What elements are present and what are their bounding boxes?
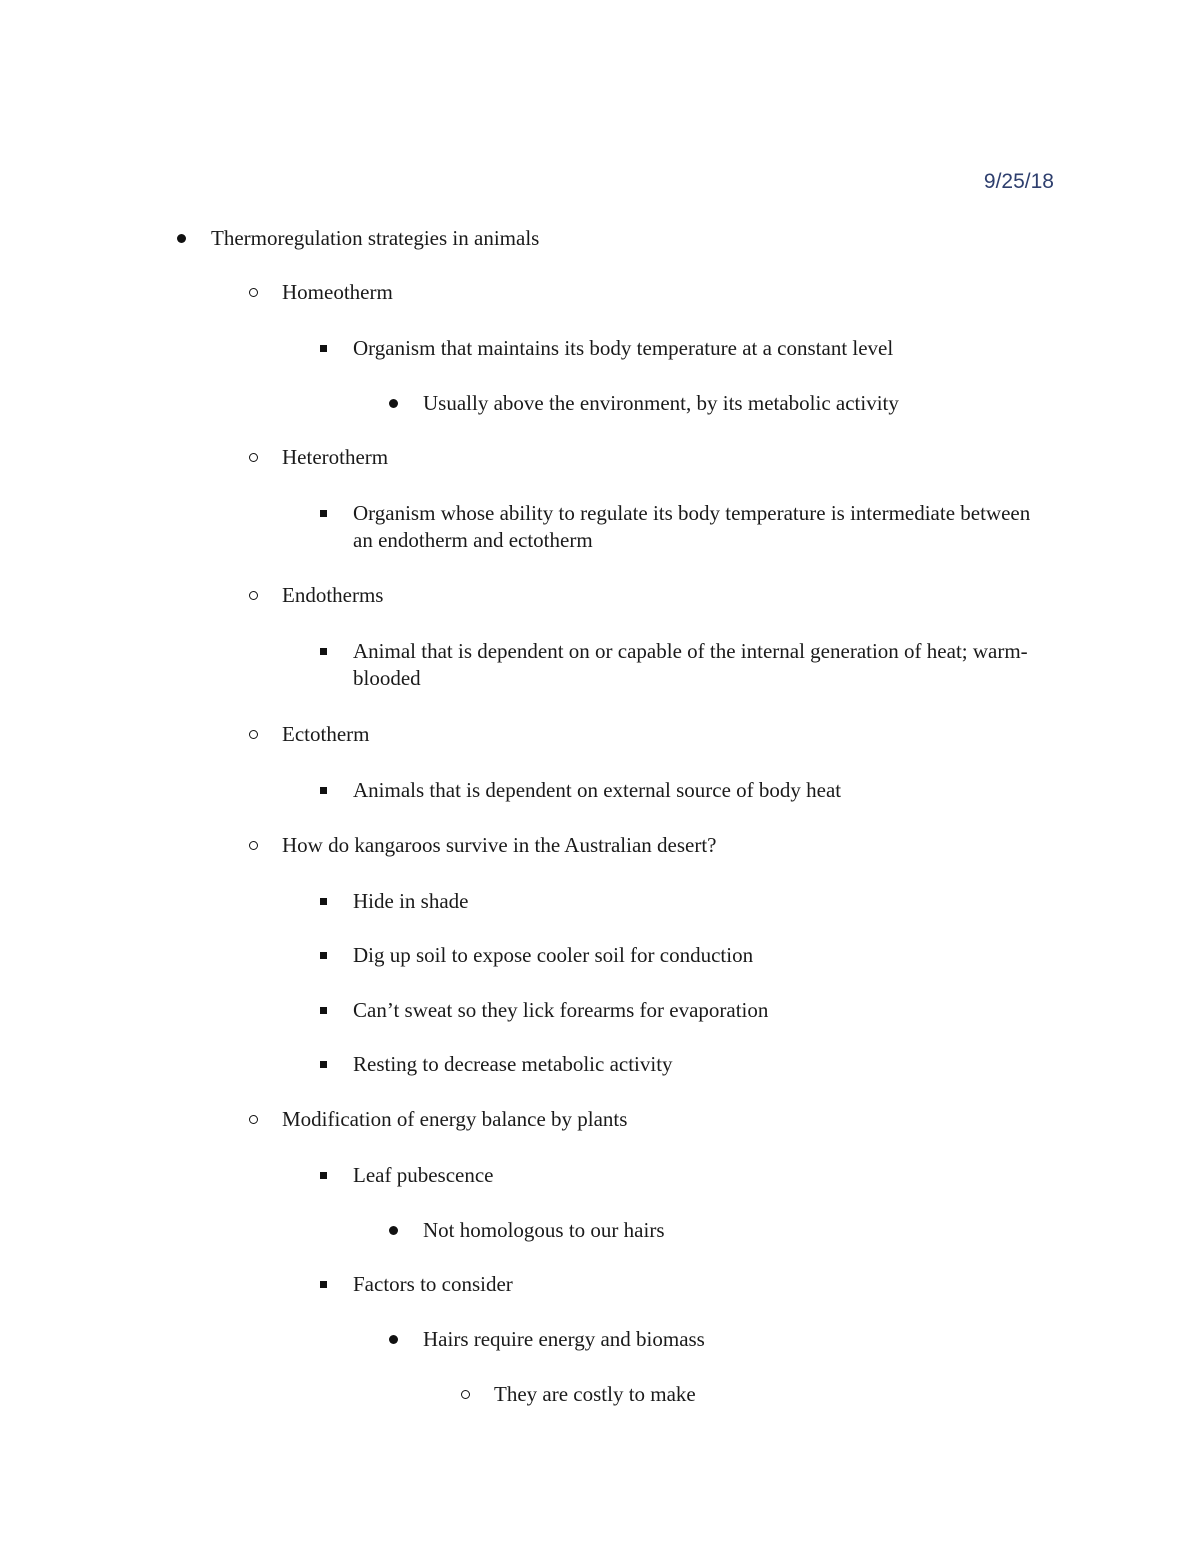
outline-item-level-1: Homeotherm (282, 280, 393, 304)
outline-item-level-1: Ectotherm (282, 722, 370, 746)
outline-item-level-4: They are costly to make (494, 1382, 696, 1406)
outline-item-level-3: Usually above the environment, by its metabolic activity (423, 391, 899, 415)
circle-bullet-icon (249, 591, 258, 600)
outline-item-level-2: Organism whose ability to regulate its body temperature is intermediate between an endotherm and ectotherm (353, 501, 1031, 552)
outline-item-level-2: Animal that is dependent on or capable of the internal generation of heat; warm-blooded (353, 639, 1028, 690)
dot-bullet-icon (177, 234, 186, 243)
square-bullet-icon (320, 1281, 327, 1288)
square-bullet-icon (320, 1007, 327, 1014)
dot-bullet-icon (389, 1335, 398, 1344)
outline-item-level-1: Modification of energy balance by plants (282, 1107, 628, 1131)
outline-item-level-2: Dig up soil to expose cooler soil for conduction (353, 943, 754, 967)
circle-bullet-icon (249, 288, 258, 297)
circle-bullet-icon (249, 1115, 258, 1124)
note-date: 9/25/18 (983, 170, 1054, 193)
outline-item-level-3: Hairs require energy and biomass (423, 1327, 705, 1351)
outline-item-level-0: Thermoregulation strategies in animals (211, 226, 540, 250)
dot-bullet-icon (389, 399, 398, 408)
outline-item-level-2: Resting to decrease metabolic activity (353, 1052, 673, 1076)
outline-item-level-3: Not homologous to our hairs (423, 1218, 665, 1242)
square-bullet-icon (320, 1061, 327, 1068)
outline-item-level-2: Leaf pubescence (353, 1163, 494, 1187)
square-bullet-icon (320, 898, 327, 905)
outline-item-level-2: Hide in shade (353, 889, 469, 913)
outline-item-level-2: Animals that is dependent on external source of body heat (353, 778, 842, 802)
square-bullet-icon (320, 952, 327, 959)
square-bullet-icon (320, 345, 327, 352)
square-bullet-icon (320, 510, 327, 517)
square-bullet-icon (320, 787, 327, 794)
square-bullet-icon (320, 1172, 327, 1179)
square-bullet-icon (320, 648, 327, 655)
dot-bullet-icon (389, 1226, 398, 1235)
circle-bullet-icon (249, 841, 258, 850)
outline-item-level-2: Organism that maintains its body temperature at a constant level (353, 336, 894, 360)
outline-item-level-1: Heterotherm (282, 445, 389, 469)
circle-bullet-icon (249, 453, 258, 462)
outline-item-level-2: Factors to consider (353, 1272, 513, 1296)
outline-item-level-1: How do kangaroos survive in the Australian desert? (282, 833, 717, 857)
outline-item-level-2: Can’t sweat so they lick forearms for evaporation (353, 998, 769, 1022)
circle-bullet-icon (461, 1390, 470, 1399)
circle-bullet-icon (249, 730, 258, 739)
outline-item-level-1: Endotherms (282, 583, 384, 607)
